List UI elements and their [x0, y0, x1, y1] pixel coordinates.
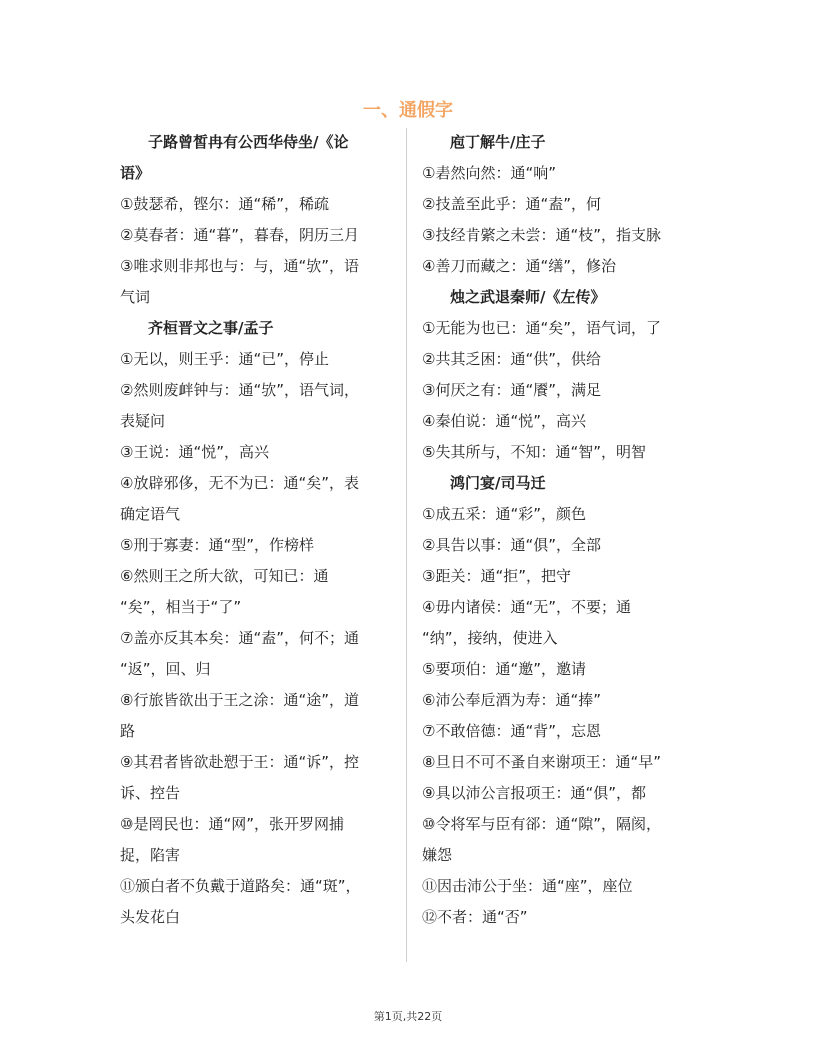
list-item: ①无能为也已：通“矣”，语气词，了 — [422, 319, 661, 337]
page-title: 一、通假字 — [363, 100, 453, 121]
list-item: ③技经肯綮之未尝：通“枝”，指支脉 — [422, 226, 661, 244]
section-title: 烛之武退秦师/《左传》 — [450, 288, 606, 306]
list-item: ⑥然则王之所大欲，可知已：通 — [120, 567, 329, 585]
list-item: ②莫春者：通“暮”，暮春，阴历三月 — [120, 226, 359, 244]
list-item: ①砉然向然：通“响” — [422, 164, 556, 182]
list-item: ⑨其君者皆欲赴愬于王：通“诉”，控 — [120, 753, 359, 771]
list-item: ⑪颁白者不负戴于道路矣：通“斑”， — [120, 877, 361, 895]
list-item: ④放辟邪侈，无不为已：通“矣”，表 — [120, 474, 359, 492]
list-item: ⑩是罔民也：通“网”，张开罗网捕 — [120, 815, 344, 833]
column-divider — [406, 128, 407, 962]
list-item: ②具告以事：通“俱”，全部 — [422, 536, 601, 554]
list-item: ③王说：通“悦”，高兴 — [120, 443, 269, 461]
section-title: 齐桓晋文之事/孟子 — [148, 319, 274, 337]
list-item: 气词 — [120, 288, 151, 306]
section-title: 子路曾皙冉有公西华侍坐/《论 — [148, 133, 349, 151]
list-item: ⑨具以沛公言报项王：通“俱”，都 — [422, 784, 646, 802]
left-column — [120, 127, 396, 933]
list-item: ⑥沛公奉卮酒为寿：通“捧” — [422, 691, 601, 709]
right-column — [422, 127, 712, 933]
list-item: ⑦盖亦反其本矣：通“盍”，何不；通 — [120, 629, 359, 647]
list-item: ④善刀而藏之：通“缮”，修治 — [422, 257, 616, 275]
list-item: ④秦伯说：通“悦”，高兴 — [422, 412, 586, 430]
list-item: 确定语气 — [120, 505, 181, 523]
list-item: ①鼓瑟希，铿尔：通“稀”，稀疏 — [120, 195, 329, 213]
page-footer: 第1页,共22页 — [373, 1010, 443, 1023]
list-item: 头发花白 — [120, 908, 181, 926]
list-item: ③距关：通“拒”，把守 — [422, 567, 571, 585]
section-title: 庖丁解牛/庄子 — [450, 133, 546, 151]
list-item: ⑤要项伯：通“邀”，邀请 — [422, 660, 586, 678]
list-item: “纳”，接纳，使进入 — [422, 629, 558, 647]
list-item: ⑧行旅皆欲出于王之涂：通“途”，道 — [120, 691, 359, 709]
list-item: ⑪因击沛公于坐：通“座”，座位 — [422, 877, 633, 895]
list-item: 路 — [120, 722, 136, 740]
list-item: ①成五采：通“彩”，颜色 — [422, 505, 586, 523]
list-item: ⑦不敢倍德：通“背”，忘恩 — [422, 722, 601, 740]
section-title-cont: 语》 — [120, 164, 151, 182]
section-title: 鸿门宴/司马迁 — [450, 474, 546, 492]
list-item: ②共其乏困：通“供”，供给 — [422, 350, 601, 368]
list-item: 嫌怨 — [422, 846, 453, 864]
list-item: ⑤失其所与，不知：通“智”，明智 — [422, 443, 646, 461]
list-item: 诉、控告 — [120, 784, 181, 802]
list-item: ②然则废衅钟与：通“欤”，语气词， — [120, 381, 359, 399]
list-item: ⑫不者：通“否” — [422, 908, 528, 926]
list-item: ③何厌之有：通“餍”，满足 — [422, 381, 601, 399]
list-item: 捉，陷害 — [120, 846, 181, 864]
list-item: ②技盖至此乎：通“盍”，何 — [422, 195, 601, 213]
list-item: ③唯求则非邦也与：与，通“欤”，语 — [120, 257, 359, 275]
list-item: “矣”，相当于“了” — [120, 598, 242, 616]
list-item: ⑤刑于寡妻：通“型”，作榜样 — [120, 536, 314, 554]
list-item: ⑩令将军与臣有郤：通“隙”，隔阂， — [422, 815, 661, 833]
list-item: “返”，回、归 — [120, 660, 211, 678]
list-item: 表疑问 — [120, 412, 166, 430]
list-item: ①无以，则王乎：通“已”，停止 — [120, 350, 329, 368]
list-item: ⑧旦日不可不蚤自来谢项王：通“早” — [422, 753, 661, 771]
list-item: ④毋内诸侯：通“无”，不要；通 — [422, 598, 631, 616]
